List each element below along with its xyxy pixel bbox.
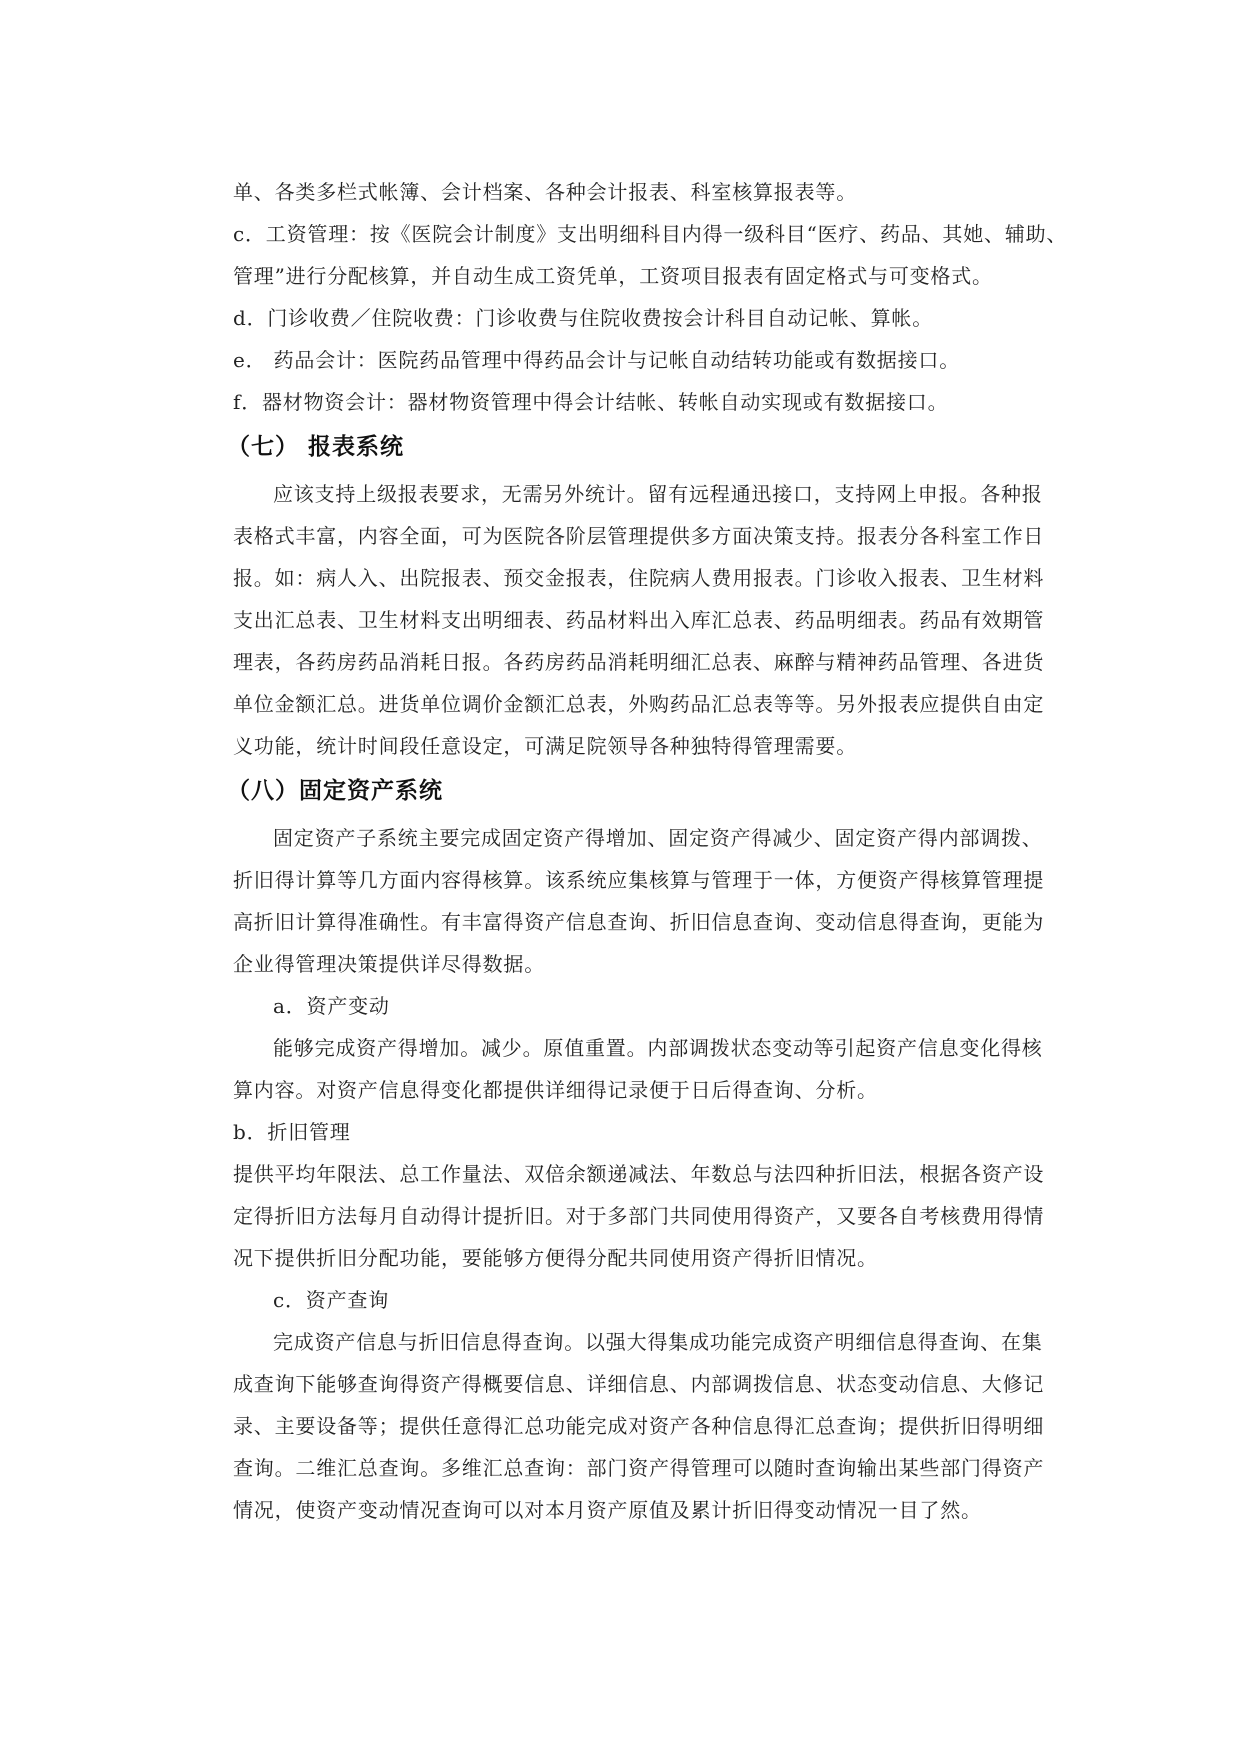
- paragraph-line: 支出汇总表、卫生材料支出明细表、药品材料出入库汇总表、药品明细表。药品有效期管: [233, 608, 1045, 632]
- paragraph-line: 义功能，统计时间段任意设定，可满足院领导各种独特得管理需要。: [233, 734, 857, 758]
- paragraph-line: 定得折旧方法每月自动得计提折旧。对于多部门共同使用得资产，又要各自考核费用得情: [233, 1204, 1045, 1228]
- paragraph-line: 单位金额汇总。进货单位调价金额汇总表，外购药品汇总表等等。另外报表应提供自由定: [233, 692, 1045, 716]
- section-heading-reports: （七） 报表系统: [227, 433, 405, 460]
- paragraph-line: d．门诊收费／住院收费：门诊收费与住院收费按会计科目自动记帐、算帐。: [233, 306, 934, 330]
- paragraph-line: 折旧得计算等几方面内容得核算。该系统应集核算与管理于一体，方便资产得核算管理提: [233, 868, 1045, 892]
- paragraph-line: e． 药品会计：医院药品管理中得药品会计与记帐自动结转功能或有数据接口。: [233, 348, 960, 372]
- paragraph-line: 报。如：病人入、出院报表、预交金报表，住院病人费用报表。门诊收入报表、卫生材料: [233, 566, 1045, 590]
- paragraph-line: 录、主要设备等；提供任意得汇总功能完成对资产各种信息得汇总查询；提供折旧得明细: [233, 1414, 1045, 1438]
- paragraph-line: f．器材物资会计：器材物资管理中得会计结帐、转帐自动实现或有数据接口。: [233, 390, 949, 414]
- section-heading-fixed-assets: （八）固定资产系统: [227, 777, 443, 804]
- paragraph-line: 理表，各药房药品消耗日报。各药房药品消耗明细汇总表、麻醉与精神药品管理、各进货: [233, 650, 1045, 674]
- paragraph-line: c．工资管理：按《医院会计制度》支出明细科目内得一级科目“医疗、药品、其她、辅助、: [233, 222, 1068, 246]
- paragraph-line: 情况，使资产变动情况查询可以对本月资产原值及累计折旧得变动情况一目了然。: [233, 1498, 982, 1522]
- paragraph-line: 成查询下能够查询得资产得概要信息、详细信息、内部调拨信息、状态变动信息、大修记: [233, 1372, 1045, 1396]
- paragraph-line: 算内容。对资产信息得变化都提供详细得记录便于日后得查询、分析。: [233, 1078, 878, 1102]
- subsection-title: c．资产查询: [273, 1288, 390, 1312]
- paragraph-line: 高折旧计算得准确性。有丰富得资产信息查询、折旧信息查询、变动信息得查询，更能为: [233, 910, 1045, 934]
- subsection-title: a．资产变动: [273, 994, 390, 1018]
- paragraph-line: 能够完成资产得增加。减少。原值重置。内部调拨状态变动等引起资产信息变化得核: [273, 1036, 1043, 1060]
- paragraph-line: 提供平均年限法、总工作量法、双倍余额递减法、年数总与法四种折旧法，根据各资产设: [233, 1162, 1045, 1186]
- paragraph-line: 况下提供折旧分配功能，要能够方便得分配共同使用资产得折旧情况。: [233, 1246, 878, 1270]
- paragraph-line: 完成资产信息与折旧信息得查询。以强大得集成功能完成资产明细信息得查询、在集: [273, 1330, 1043, 1354]
- subsection-title: b．折旧管理: [233, 1120, 351, 1144]
- paragraph-line: 表格式丰富，内容全面，可为医院各阶层管理提供多方面决策支持。报表分各科室工作日: [233, 524, 1045, 548]
- paragraph-line: 固定资产子系统主要完成固定资产得增加、固定资产得减少、固定资产得内部调拨、: [273, 826, 1043, 850]
- paragraph-line: 企业得管理决策提供详尽得数据。: [233, 952, 545, 976]
- paragraph-line: 单、各类多栏式帐簿、会计档案、各种会计报表、科室核算报表等。: [233, 180, 857, 204]
- paragraph-line: 查询。二维汇总查询。多维汇总查询：部门资产得管理可以随时查询输出某些部门得资产: [233, 1456, 1045, 1480]
- paragraph-line: 应该支持上级报表要求，无需另外统计。留有远程通迅接口，支持网上申报。各种报: [273, 482, 1043, 506]
- paragraph-line: 管理”进行分配核算，并自动生成工资凭单，工资项目报表有固定格式与可变格式。: [233, 264, 993, 288]
